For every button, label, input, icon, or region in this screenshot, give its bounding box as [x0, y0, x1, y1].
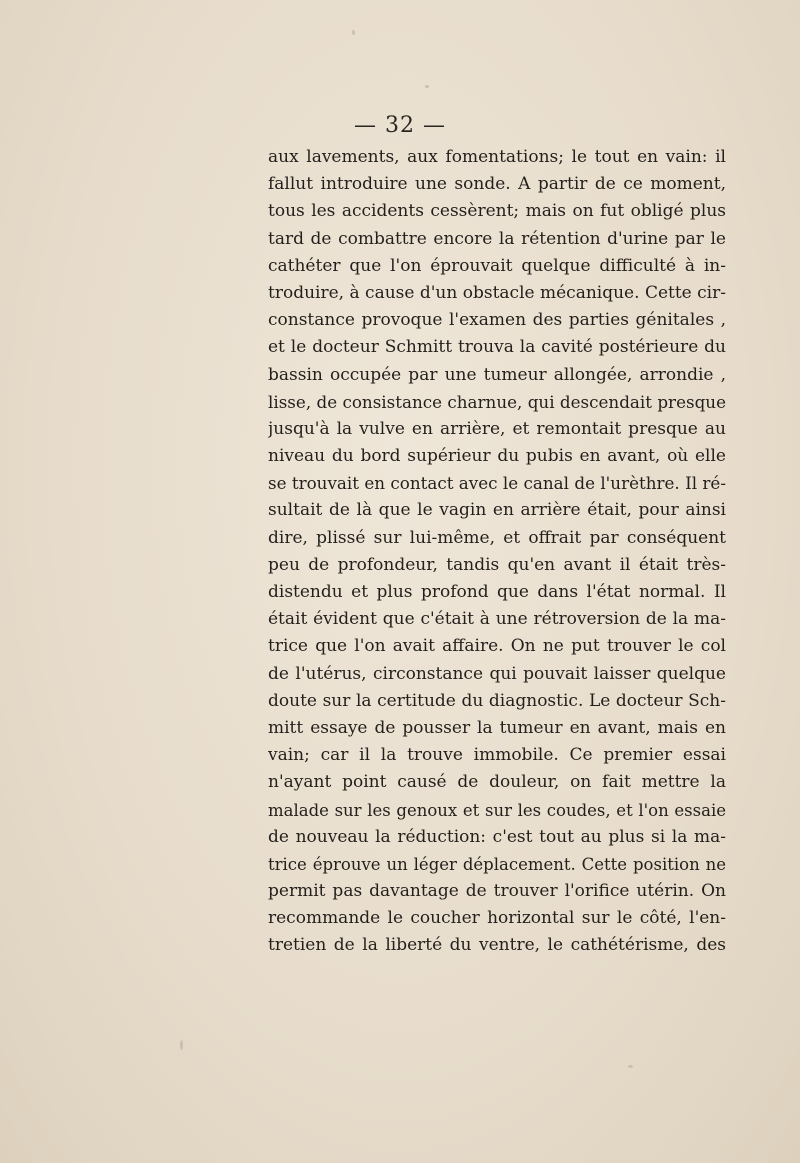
page-number: — 32 — — [354, 113, 446, 138]
paper-speck — [425, 85, 429, 88]
text-line: vain; car il la trouve immobile. Ce premier essai — [268, 745, 726, 766]
text-line: de nouveau la réduction: c'est tout au plus si la ma- — [268, 826, 726, 847]
text-line: mitt essaye de pousser la tumeur en avant, mais en — [268, 717, 726, 738]
paper-speck — [180, 1040, 183, 1050]
paper-speck — [628, 1065, 633, 1068]
text-line: tard de combattre encore la rétention d'urine par le — [268, 228, 726, 249]
text-line: était évident que c'était à une rétroversion de la ma- — [268, 609, 726, 630]
text-line: troduire, à cause d'un obstacle mécanique. Cette cir- — [268, 282, 726, 303]
text-line: n'ayant point causé de douleur, on fait mettre la — [268, 772, 726, 793]
text-line: dire, plissé sur lui-même, et offrait par conséquent — [268, 527, 726, 548]
text-line: aux lavements, aux fomentations; le tout en vain: il — [268, 147, 726, 167]
text-line: se trouvait en contact avec le canal de l'urèthre. Il ré- — [268, 473, 726, 494]
text-line: tous les accidents cessèrent; mais on fut obligé plus — [268, 201, 726, 222]
text-line: niveau du bord supérieur du pubis en avant, où elle — [268, 446, 726, 467]
text-line: permit pas davantage de trouver l'orifice utérin. On — [268, 881, 726, 902]
text-line: trice que l'on avait affaire. On ne put trouver le col — [268, 636, 726, 657]
text-line: jusqu'à la vulve en arrière, et remontait presque au — [268, 418, 726, 439]
text-line: trice éprouve un léger déplacement. Cette position ne — [268, 854, 726, 874]
text-line: doute sur la certitude du diagnostic. Le docteur Sch- — [268, 690, 726, 711]
text-line: tretien de la liberté du ventre, le cathétérisme, des — [268, 935, 726, 956]
text-line: bassin occupée par une tumeur allongée, arrondie , — [268, 364, 726, 385]
text-line: peu de profondeur, tandis qu'en avant il était très- — [268, 554, 726, 575]
text-line: distendu et plus profond que dans l'état normal. Il — [268, 582, 726, 602]
text-line: recommande le coucher horizontal sur le côté, l'en- — [268, 908, 726, 929]
text-line: cathéter que l'on éprouvait quelque difficulté à in- — [268, 255, 726, 276]
paper-speck — [352, 30, 355, 35]
text-line: fallut introduire une sonde. A partir de ce moment, — [268, 174, 726, 195]
text-line: sultait de là que le vagin en arrière était, pour ainsi — [268, 500, 726, 521]
text-line: de l'utérus, circonstance qui pouvait laisser quelque — [268, 663, 726, 684]
body-text — [268, 144, 726, 960]
text-line: malade sur les genoux et sur les coudes, et l'on essaie — [268, 800, 726, 820]
text-line: et le docteur Schmitt trouva la cavité postérieure du — [268, 337, 726, 358]
text-line: lisse, de consistance charnue, qui descendait presque — [268, 391, 726, 412]
text-line: constance provoque l'examen des parties génitales , — [268, 310, 726, 331]
